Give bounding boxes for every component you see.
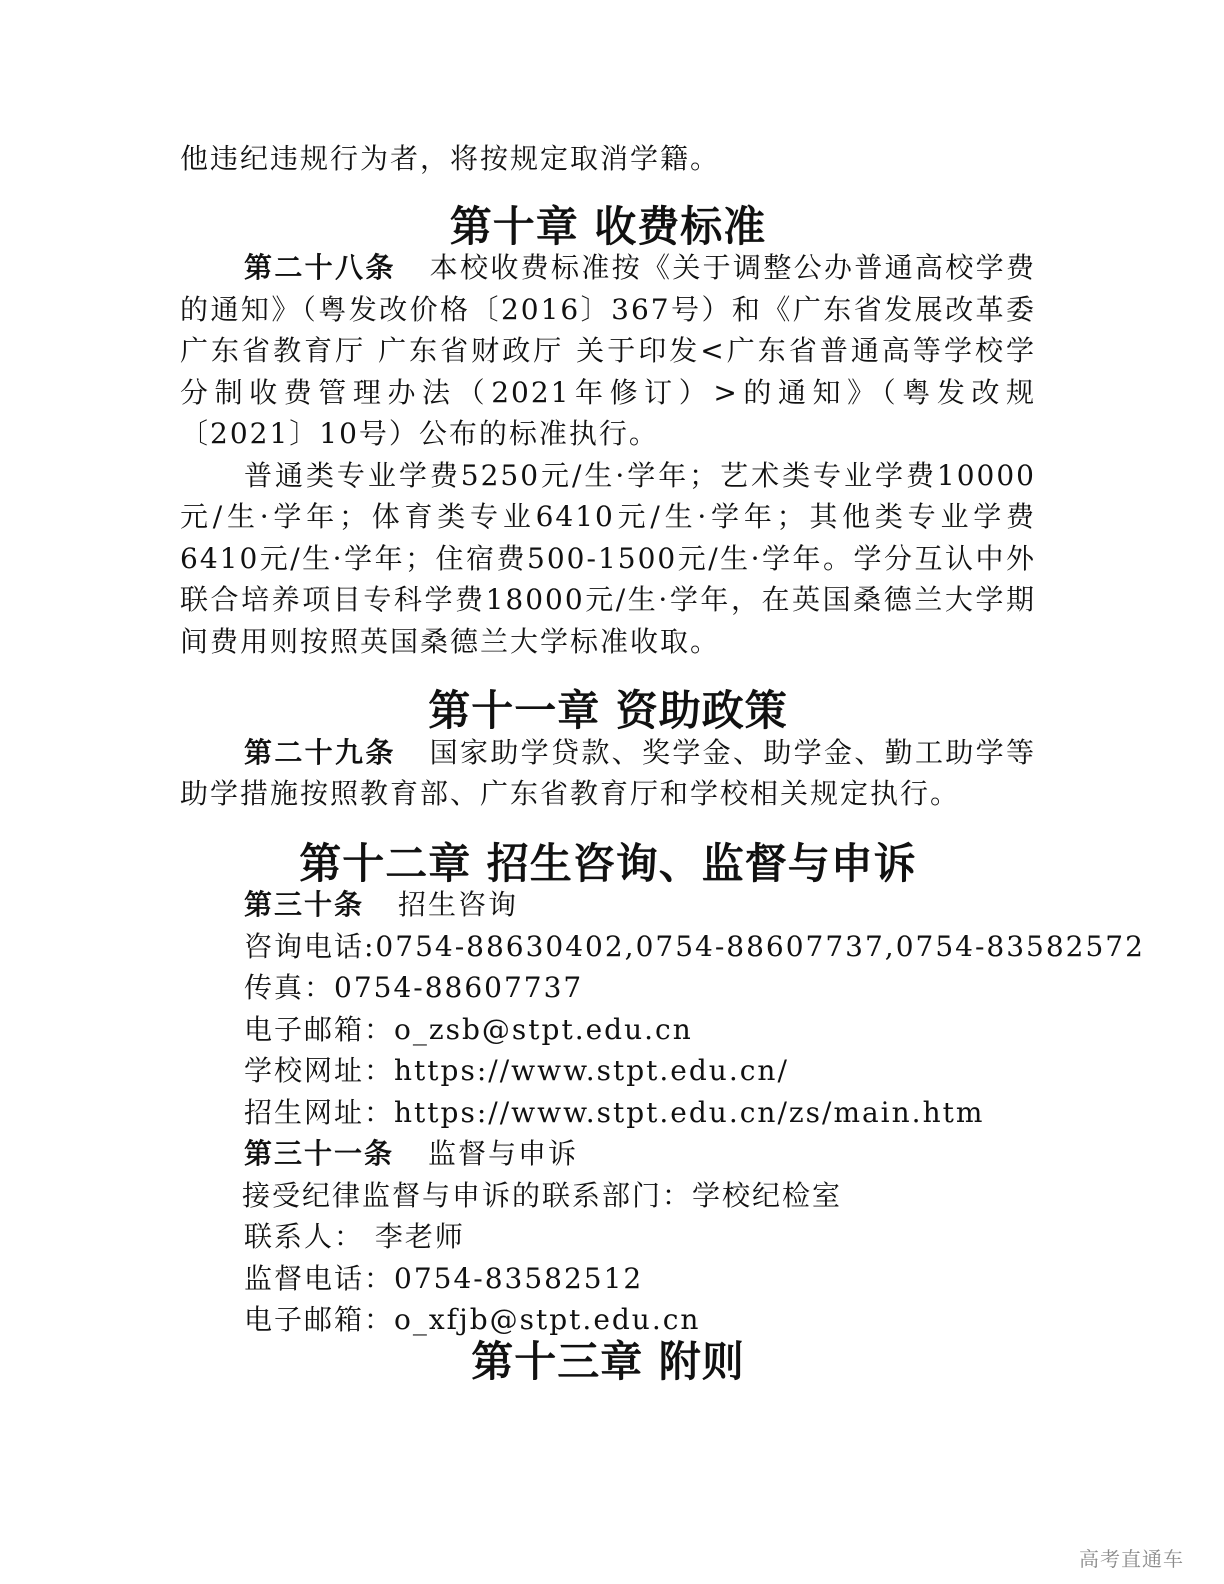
article-30-label: 第三十条 bbox=[244, 888, 365, 921]
chapter-12-title: 第十二章 招生咨询、监督与申诉 bbox=[299, 838, 917, 888]
article-30 bbox=[180, 884, 1036, 926]
contact-person: 联系人： 李老师 bbox=[244, 1220, 465, 1253]
article-31 bbox=[180, 1133, 1036, 1175]
admissions-website: 招生网址：https://www.stpt.edu.cn/zs/main.htm bbox=[244, 1095, 985, 1129]
supervision-dept: 接受纪律监督与申诉的联系部门：学校纪检室 bbox=[242, 1178, 843, 1212]
consult-phone: 咨询电话:0754-88630402,0754-88607737,0754-83582572 bbox=[244, 929, 1145, 963]
chapter-13-title: 第十三章 附则 bbox=[471, 1336, 745, 1386]
article-30-text: 招生咨询 bbox=[398, 888, 519, 921]
article-29-text: 国家助学贷款、奖学金、助学金、勤工助学等助学措施按照教育部、广东省教育厅和学校相关规定执行。 bbox=[180, 735, 1036, 810]
article-28-text: 本校收费标准按《关于调整公办普通高校学费的通知》（粤发改价格〔2016〕367号）和《广东省发展改革委 广东省教育厅 广东省财政厅 关于印发<广东省普通高等学校学分制收费管理办法（2021年修订）>的通知》（粤发改规〔2021〕10号）公布的标准执行。 bbox=[180, 251, 1036, 450]
article-29 bbox=[180, 732, 1036, 815]
school-website: 学校网址：https://www.stpt.edu.cn/ bbox=[244, 1054, 789, 1087]
supervision-email: 电子邮箱：o_xfjb@stpt.edu.cn bbox=[244, 1303, 701, 1336]
article-28 bbox=[180, 247, 1036, 455]
chapter-10-title: 第十章 收费标准 bbox=[449, 201, 767, 251]
email: 电子邮箱：o_zsb@stpt.edu.cn bbox=[244, 1012, 693, 1046]
article-28-label: 第二十八条 bbox=[244, 251, 396, 284]
article-31-label: 第三十一条 bbox=[244, 1137, 395, 1170]
watermark: 高考直通车 bbox=[1079, 1547, 1184, 1571]
supervision-phone: 监督电话：0754-83582512 bbox=[244, 1261, 644, 1295]
article-29-label: 第二十九条 bbox=[244, 735, 396, 769]
continuation-text: 他违纪违规行为者，将按规定取消学籍。 bbox=[180, 142, 721, 175]
chapter-11-title: 第十一章 资助政策 bbox=[428, 686, 788, 735]
document-page bbox=[180, 138, 1145, 1386]
article-31-text: 监督与申诉 bbox=[428, 1137, 579, 1170]
fees-paragraph: 普通类专业学费5250元/生·学年；艺术类专业学费10000元/生·学年；体育类专业6410元/生·学年；其他类专业学费6410元/生·学年；住宿费500-1500元/生·学年。学分互认中外联合培养项目专科学费18000元/生·学年，在英国桑德兰大学期间费用则按照英国桑德兰大学标准收取。 bbox=[180, 458, 1036, 658]
fax: 传真：0754-88607737 bbox=[244, 971, 584, 1004]
